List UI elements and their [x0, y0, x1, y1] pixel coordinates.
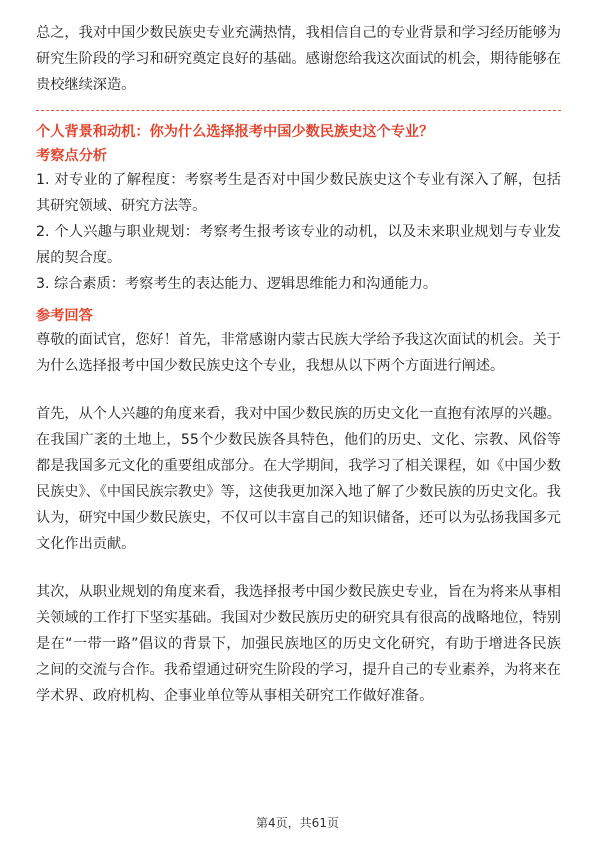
document-page	[36, 20, 561, 709]
page-number: 第4页，共61页	[256, 816, 339, 830]
answer-paragraph: 首先，从个人兴趣的角度来看，我对中国少数民族的历史文化一直抱有浓厚的兴趣。在我国广袤的土地上，55个少数民族各具特色，他们的历史、文化、宗教、风俗等都是我国多元文化的重要组成部分。在大学期间，我学习了相关课程，如《中国少数民族史》、《中国民族宗教史》等，这使我更加深入地了解了少数民族的历史文化。我认为，研究中国少数民族史，不仅可以丰富自己的知识储备，还可以为弘扬我国多元文化作出贡献。	[36, 406, 561, 552]
intro-paragraph: 总之，我对中国少数民族史专业充满热情，我相信自己的专业背景和学习经历能够为研究生阶段的学习和研究奠定良好的基础。感谢您给我这次面试的机会，期待能够在贵校继续深造。	[36, 25, 561, 93]
analysis-item: 3. 综合素质：考察考生的表达能力、逻辑思维能力和沟通能力。	[36, 276, 438, 292]
paragraph-gap	[36, 557, 561, 579]
section-divider	[36, 110, 561, 111]
analysis-heading: 考察点分析	[36, 148, 107, 164]
paragraph-gap	[36, 379, 561, 401]
question-title: 个人背景和动机：你为什么选择报考中国少数民族史这个专业？	[36, 124, 434, 140]
analysis-item: 1. 对专业的了解程度：考察考生是否对中国少数民族史这个专业有深入了解，包括其研究领域、研究方法等。	[36, 172, 561, 214]
analysis-item: 2. 个人兴趣与职业规划：考察考生报考该专业的动机，以及未来职业规划与专业发展的契合度。	[36, 224, 561, 266]
answer-heading: 参考回答	[36, 308, 93, 324]
answer-paragraph: 其次，从职业规划的角度来看，我选择报考中国少数民族史专业，旨在为将来从事相关领域的工作打下坚实基础。我国对少数民族历史的研究具有很高的战略地位，特别是在“一带一路”倡议的背景下，加强民族地区的历史文化研究，有助于增进各民族之间的交流与合作。我希望通过研究生阶段的学习，提升自己的专业素养，为将来在学术界、政府机构、企事业单位等从事相关研究工作做好准备。	[36, 584, 561, 704]
answer-paragraph: 尊敬的面试官，您好！首先，非常感谢内蒙古民族大学给予我这次面试的机会。关于为什么选择报考中国少数民族史这个专业，我想从以下两个方面进行阐述。	[36, 332, 561, 374]
